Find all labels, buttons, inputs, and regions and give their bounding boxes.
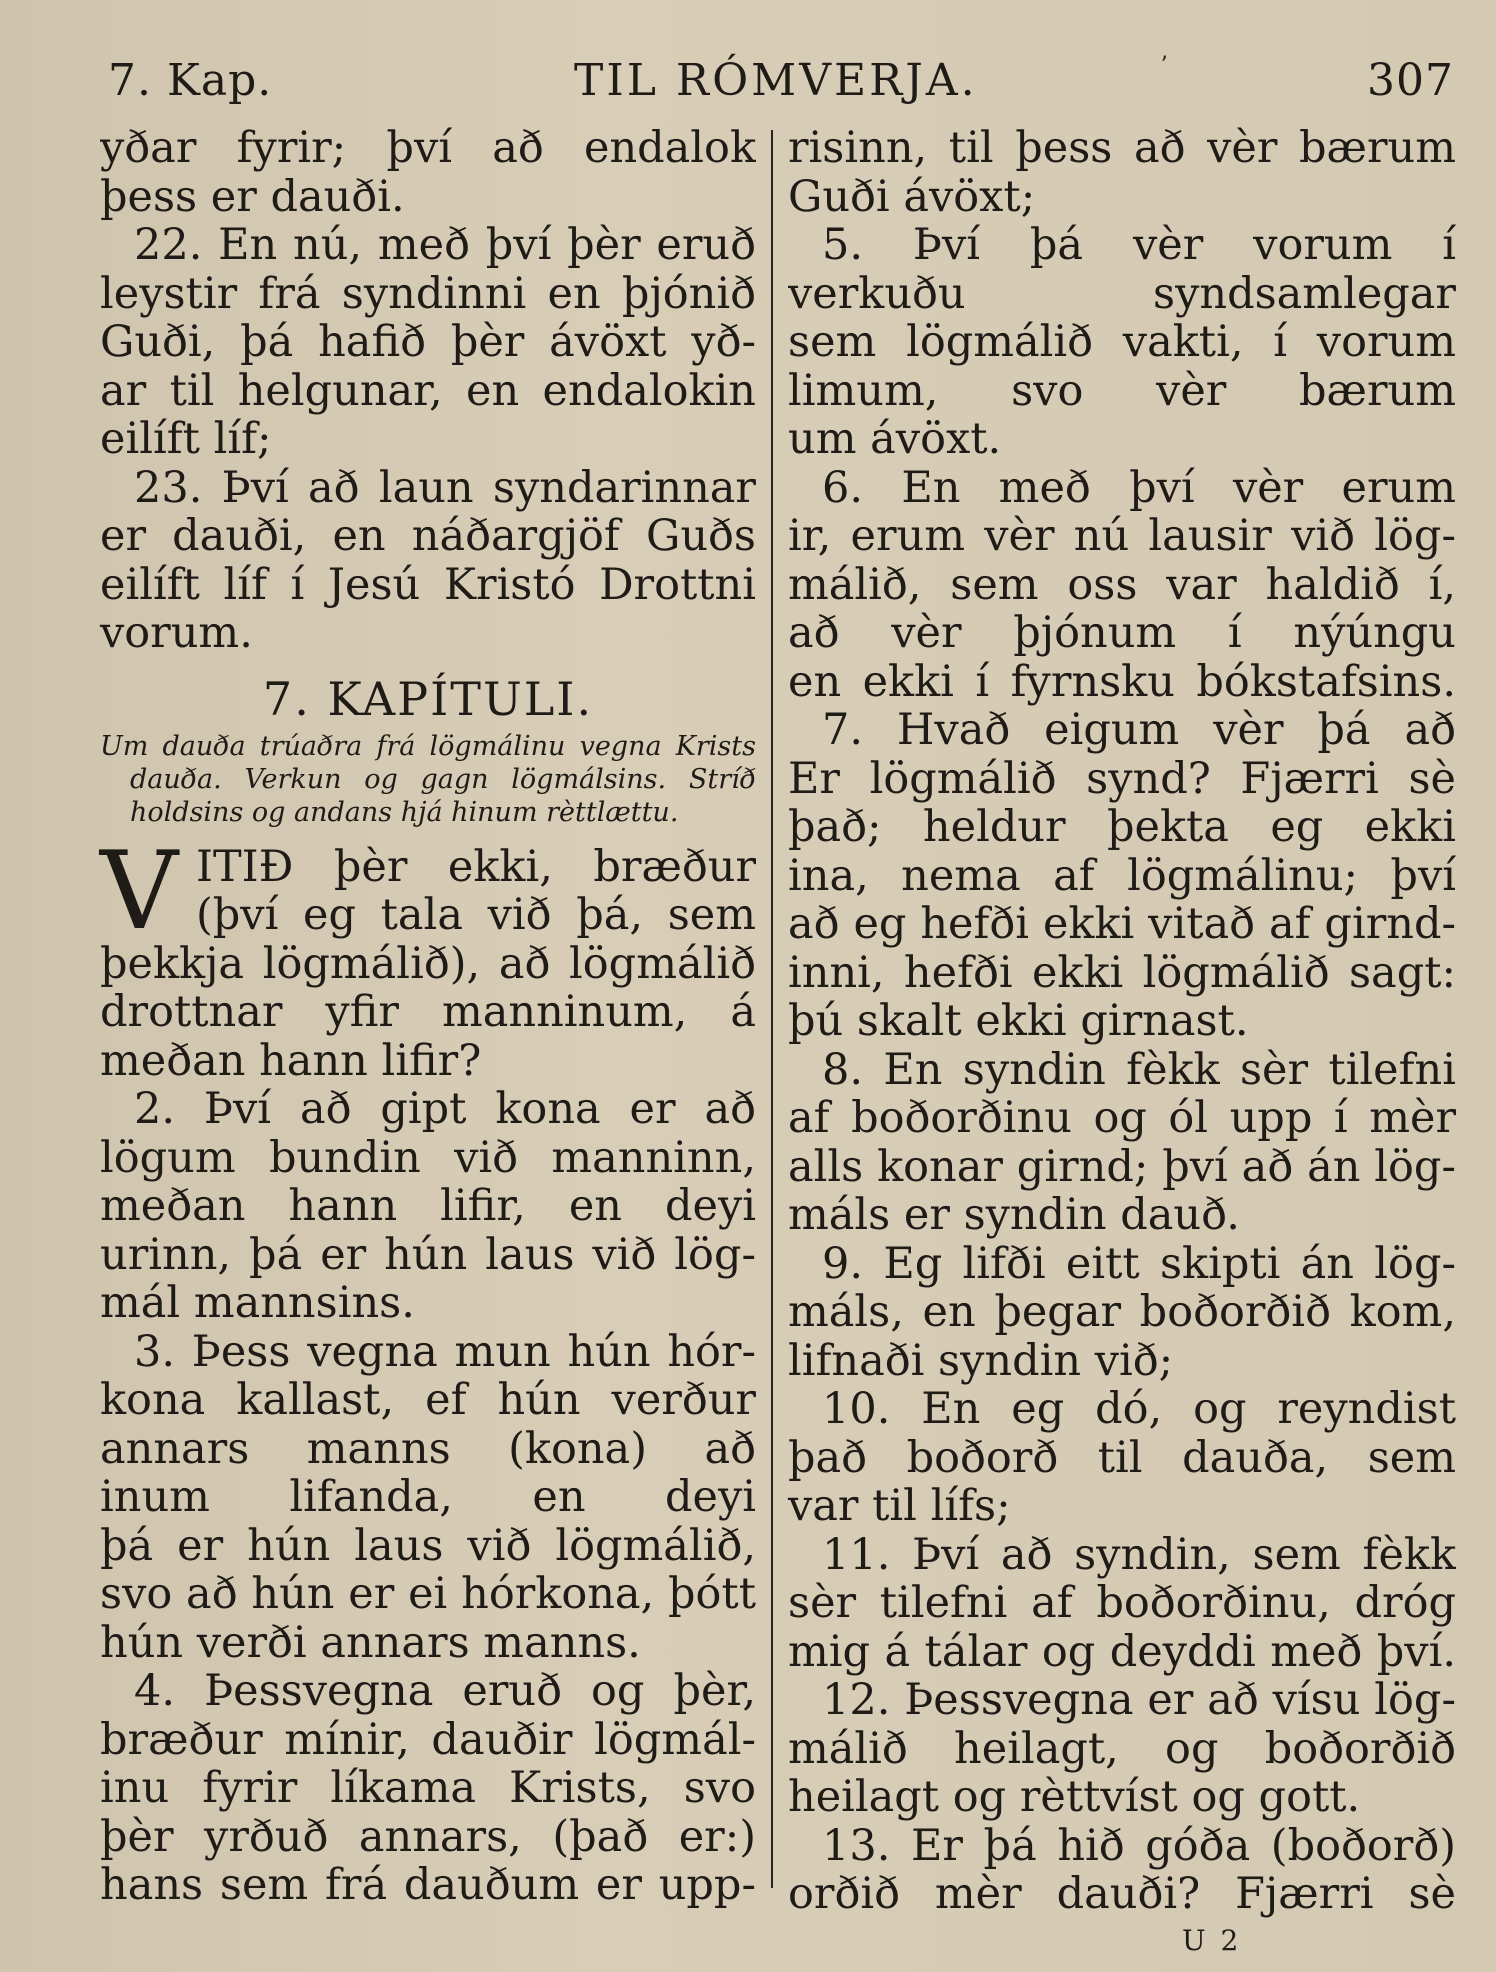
text-line: þèr yrðuð annars, (það er:)	[100, 1812, 756, 1861]
left-column-bottom-text	[100, 940, 756, 1910]
text-line: eilíft líf;	[100, 414, 272, 464]
text-line: 3. Þess vegna mun hún hór-	[134, 1327, 756, 1376]
text-line: lifnaði syndin við;	[788, 1335, 1174, 1386]
text-line: yðar fyrir; því að endalok	[100, 124, 756, 173]
text-line: lögum bundin við manninn,	[100, 1133, 756, 1182]
text-line: 22. En nú, með því þèr eruð	[134, 221, 756, 270]
text-line: ir, erum vèr nú lausir við lög-	[788, 512, 1456, 561]
running-header	[0, 55, 1496, 115]
text-line: heilagt og rèttvíst og gott.	[788, 1772, 1361, 1822]
text-line: vorum.	[100, 608, 253, 658]
page-title: TIL RÓMVERJA.	[574, 55, 978, 106]
text-line: urinn, þá er hún laus við lög-	[100, 1230, 756, 1279]
text-line: mig á tálar og deyddi með því.	[788, 1627, 1456, 1676]
right-column	[788, 124, 1456, 1919]
text-line: 12. Þessvegna er að vísu lög-	[822, 1676, 1456, 1725]
left-column	[100, 124, 756, 1910]
text-line: þess er dauði.	[100, 171, 405, 222]
chapter-summary	[100, 730, 756, 829]
text-line: en ekki í fyrnsku bókstafsins.	[788, 657, 1456, 706]
chapter-heading: 7. KAPÍTULI.	[262, 671, 594, 726]
text-line: meðan hann lifir, en deyi	[100, 1182, 756, 1231]
text-line: bræður mínir, dauðir lögmál-	[100, 1715, 756, 1764]
text-line: þá er hún laus við lögmálið,	[100, 1521, 756, 1570]
text-line: holdsins og andans hjá hinum rèttlættu.	[130, 796, 679, 828]
text-line: er dauði, en náðargjöf Guðs	[100, 512, 756, 561]
chapter-label: 7. Kap.	[108, 55, 273, 106]
text-line: 13. Er þá hið góða (boðorð)	[822, 1821, 1456, 1870]
text-line: svo að hún er ei hórkona, þótt	[100, 1570, 756, 1619]
drop-cap-lines	[100, 828, 756, 954]
text-line: um ávöxt.	[788, 414, 1002, 464]
text-line: að vèr þjónum í nýúngu	[788, 609, 1456, 658]
left-column-top-text	[100, 124, 756, 658]
text-line: af boðorðinu og ól upp í mèr	[788, 1094, 1456, 1143]
text-line: mál mannsins.	[100, 1278, 415, 1328]
drop-cap-paragraph	[100, 828, 756, 954]
text-line: verkuðu syndsamlegar	[788, 269, 1456, 318]
text-line: ITIÐ þèr ekki, bræður	[196, 842, 756, 891]
text-line: sem lögmálið vakti, í vorum	[788, 318, 1456, 367]
text-line: málið, sem oss var haldið í,	[788, 560, 1456, 609]
text-line: dauða. Verkun og gagn lögmálsins. Stríð	[130, 763, 756, 795]
text-line: inum lifanda, en deyi	[100, 1473, 756, 1522]
text-line: 2. Því að gipt kona er að	[134, 1085, 756, 1134]
text-line: hún verði annars manns.	[100, 1617, 641, 1668]
text-line: sèr tilefni af boðorðinu, dróg	[788, 1579, 1456, 1628]
text-line: 5. Því þá vèr vorum í	[822, 221, 1456, 270]
text-line: annars manns (kona) að	[100, 1424, 756, 1473]
text-line: limum, svo vèr bærum	[788, 366, 1456, 415]
right-column-text	[788, 124, 1456, 1919]
text-line: meðan hann lifir?	[100, 1035, 482, 1086]
text-line: 11. Því að syndin, sem fèkk	[822, 1530, 1456, 1579]
text-line: 7. Hvað eigum vèr þá að	[822, 706, 1456, 755]
text-line: eilíft líf í Jesú Kristó Drottni	[100, 560, 756, 609]
text-line: Guði ávöxt;	[788, 171, 1036, 222]
text-line: drottnar yfir manninum, á	[100, 988, 756, 1037]
text-line: hans sem frá dauðum er upp-	[100, 1861, 756, 1910]
text-line: ina, nema af lögmálinu; því	[788, 851, 1456, 900]
text-line: 23. Því að laun syndarinnar	[134, 463, 756, 512]
text-line: málið heilagt, og boðorðið	[788, 1724, 1456, 1773]
text-line: Um dauða trúaðra frá lögmálinu vegna Krists	[100, 730, 756, 762]
text-line: Er lögmálið synd? Fjærri sè	[788, 754, 1456, 803]
text-line: máls er syndin dauð.	[788, 1190, 1240, 1240]
signature-mark: U 2	[1182, 1924, 1242, 1957]
text-line: inu fyrir líkama Krists, svo	[100, 1764, 756, 1813]
text-line: 4. Þessvegna eruð og þèr,	[134, 1667, 756, 1716]
column-divider	[771, 130, 773, 1888]
text-line: máls, en þegar boðorðið kom,	[788, 1288, 1456, 1337]
text-line: þú skalt ekki girnast.	[788, 996, 1249, 1046]
text-line: það; heldur þekta eg ekki	[788, 803, 1456, 852]
text-line: Guði, þá hafið þèr ávöxt yð-	[100, 318, 756, 367]
text-line: það boðorð til dauða, sem	[788, 1433, 1456, 1482]
text-line: ar til helgunar, en endalokin	[100, 366, 756, 415]
text-line: að eg hefði ekki vitað af girnd-	[788, 900, 1456, 949]
text-line: orðið mèr dauði? Fjærri sè	[788, 1870, 1456, 1919]
text-line: risinn, til þess að vèr bærum	[788, 124, 1456, 173]
text-line: 9. Eg lifði eitt skipti án lög-	[822, 1239, 1456, 1288]
text-line: var til lífs;	[788, 1481, 1011, 1531]
page-number: 307	[1367, 55, 1454, 106]
text-line: inni, hefði ekki lögmálið sagt:	[788, 948, 1456, 997]
text-line: 6. En með því vèr erum	[822, 463, 1456, 512]
text-line: 8. En syndin fèkk sèr tilefni	[822, 1045, 1456, 1094]
text-line: (því eg tala við þá, sem	[196, 891, 756, 940]
text-line: kona kallast, ef hún verður	[100, 1376, 756, 1425]
text-line: alls konar girnd; því að án lög-	[788, 1142, 1456, 1191]
text-line: þekkja lögmálið), að lögmálið	[100, 939, 756, 988]
text-line: leystir frá syndinni en þjónið	[100, 269, 756, 318]
print-mark-icon: ʼ	[1160, 53, 1168, 78]
drop-cap-letter: V	[100, 828, 178, 954]
text-line: 10. En eg dó, og reyndist	[822, 1385, 1456, 1434]
